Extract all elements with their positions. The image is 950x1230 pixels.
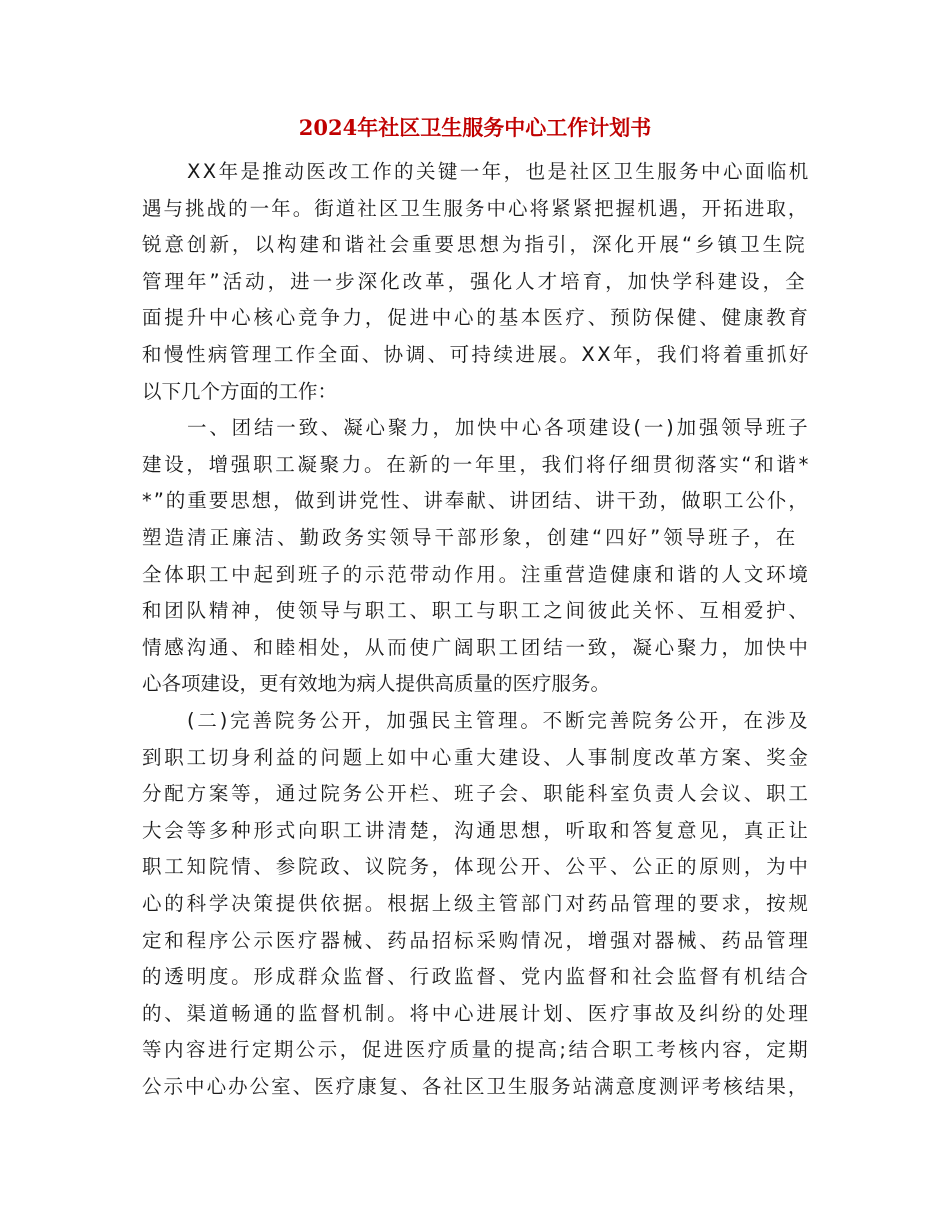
body-text-line: 职工知院情、参院政、议院务，体现公开、公平、公正的原则，为中 [142, 855, 811, 879]
body-text-line: 和慢性病管理工作全面、协调、可持续进展。XX年，我们将着重抓好 [142, 343, 811, 366]
body-text-line: 面提升中心核心竞争力，促进中心的基本医疗、预防保健、健康教育 [142, 306, 811, 330]
body-text-line: 管理年”活动，进一步深化改革，强化人才培育，加快学科建设，全 [142, 269, 808, 293]
body-text-line: 情感沟通、和睦相处，从而使广阔职工团结一致，凝心聚力，加快中 [142, 635, 811, 659]
body-text-line: 遇与挑战的一年。街道社区卫生服务中心将紧紧把握机遇，开拓进取， [142, 196, 810, 220]
document-title: 2024年社区卫生服务中心工作计划书 [298, 115, 652, 140]
body-text-line: 心各项建设，更有效地为病人提供高质量的医疗服务。 [142, 672, 611, 696]
body-text-line: 全体职工中起到班子的示范带动作用。注重营造健康和谐的人文环境 [142, 562, 811, 586]
body-text-line: *”的重要思想，做到讲党性、讲奉献、讲团结、讲干劲，做职工公仆， [142, 489, 810, 513]
body-text-line: 锐意创新，以构建和谐社会重要思想为指引，深化开展“乡镇卫生院 [142, 233, 808, 257]
body-text-line: 到职工切身利益的问题上如中心重大建设、人事制度改革方案、奖金 [142, 745, 811, 769]
body-text-line: 和团队精神，使领导与职工、职工与职工之间彼此关怀、互相爱护、 [142, 599, 811, 623]
body-text-line: 建设，增强职工凝聚力。在新的一年里，我们将仔细贯彻落实“和谐* [142, 452, 812, 476]
body-text-line: 定和程序公示医疗器械、药品招标采购情况，增强对器械、药品管理 [142, 928, 811, 952]
body-text-line: 一、团结一致、凝心聚力，加快中心各项建设(一)加强领导班子 [187, 416, 811, 440]
body-text-line: 以下几个方面的工作： [142, 379, 338, 403]
body-text-line: 大会等多种形式向职工讲清楚，沟通思想，听取和答复意见，真正让 [142, 818, 811, 842]
body-text-line: 的透明度。形成群众监督、行政监督、党内监督和社会监督有机结合 [142, 965, 811, 989]
body-text-line: 塑造清正廉洁、勤政务实领导干部形象，创建“四好”领导班子，在 [142, 526, 799, 549]
body-text-line: XX年是推动医改工作的关键一年，也是社区卫生服务中心面临机 [187, 160, 811, 183]
body-text-line: 分配方案等，通过院务公开栏、班子会、职能科室负责人会议、职工 [142, 782, 811, 806]
body-text-line: 心的科学决策提供依据。根据上级主管部门对药品管理的要求，按规 [142, 892, 811, 915]
body-text-line: 公示中心办公室、医疗康复、各社区卫生服务站满意度测评考核结果， [142, 1075, 810, 1098]
body-text-line: 的、渠道畅通的监督机制。将中心进展计划、医疗事故及纠纷的处理 [142, 1001, 811, 1025]
body-text-line: (二)完善院务公开，加强民主管理。不断完善院务公开，在涉及 [187, 709, 811, 732]
body-text-line: 等内容进行定期公示，促进医疗质量的提高;结合职工考核内容，定期 [142, 1038, 811, 1062]
